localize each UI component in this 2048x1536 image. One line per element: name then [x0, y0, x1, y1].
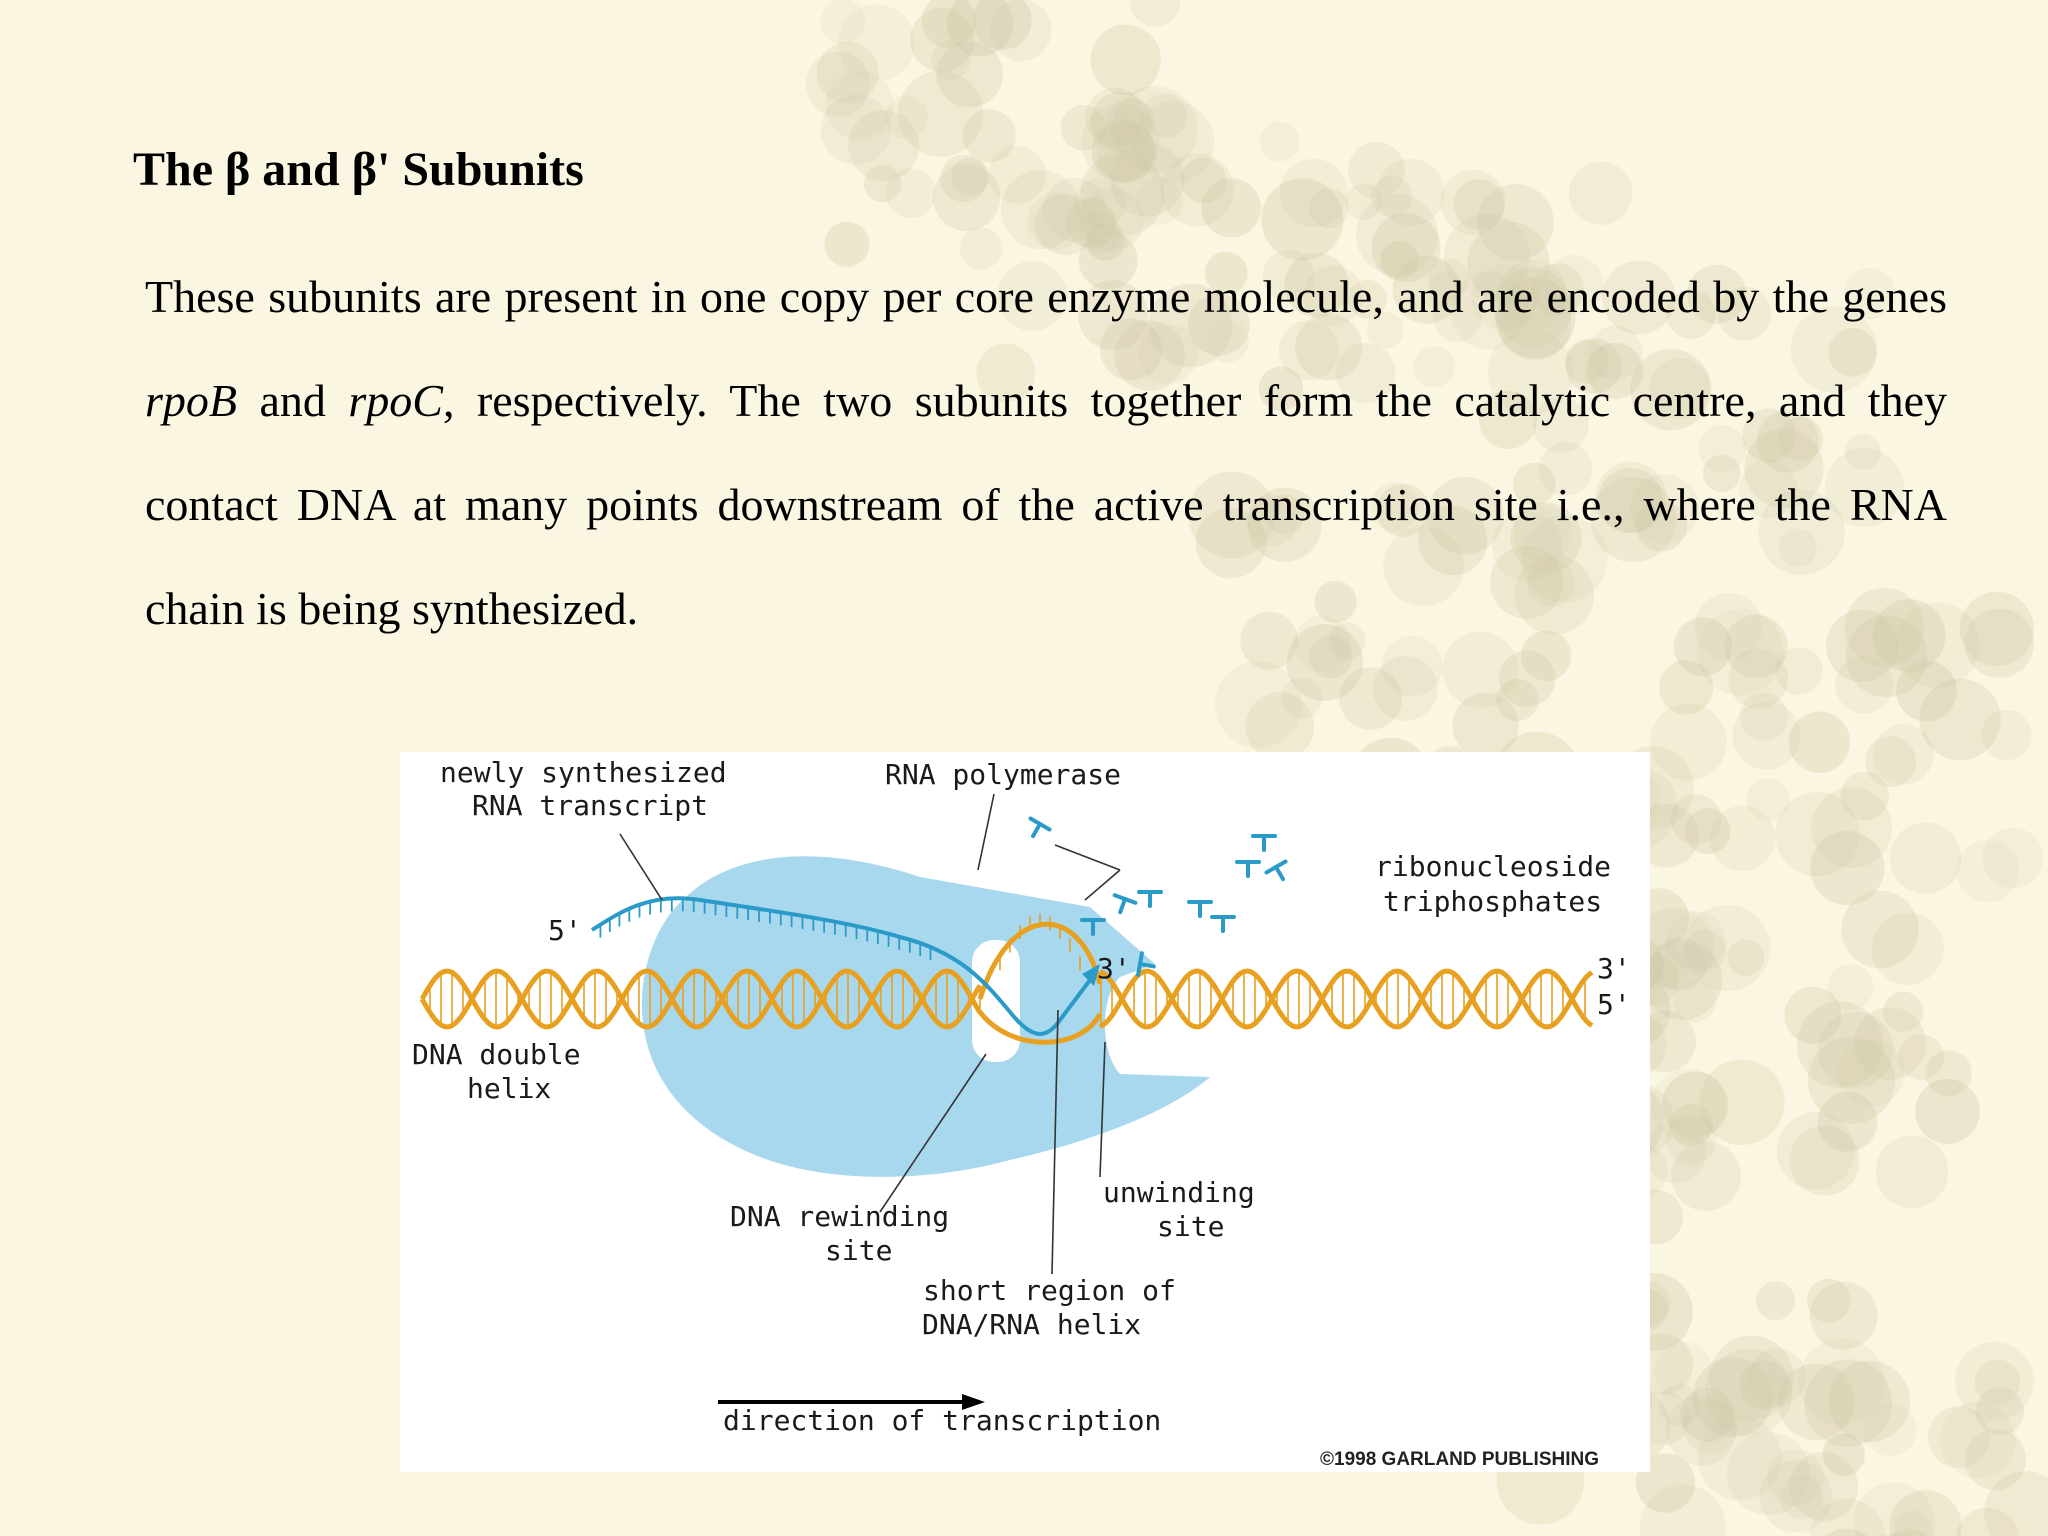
- background-bead: [1965, 1429, 2026, 1490]
- label-dna-rewinding: DNA rewinding: [730, 1200, 950, 1233]
- body-text-part-2: and: [237, 375, 349, 426]
- background-bead: [1075, 178, 1125, 228]
- background-bead: [1789, 712, 1850, 773]
- gene-rpoB: rpoB: [145, 375, 237, 426]
- background-bead: [1671, 1141, 1741, 1211]
- pointer-rna-polymerase: [978, 794, 994, 870]
- ntp-symbol: [1023, 819, 1049, 842]
- background-bead: [1309, 188, 1349, 228]
- ntp-symbol: [1266, 862, 1292, 885]
- slide-title: The β and β' Subunits: [133, 143, 584, 196]
- label-short-region: short region of: [923, 1274, 1176, 1307]
- gene-rpoC: rpoC: [348, 375, 443, 426]
- background-bead: [864, 165, 901, 202]
- background-bead: [1746, 778, 1789, 821]
- label-ribonucleoside: ribonucleoside: [1375, 850, 1612, 883]
- background-bead: [1876, 1136, 1949, 1209]
- background-bead: [1091, 25, 1161, 95]
- background-bead: [1655, 1342, 1713, 1400]
- background-bead: [1890, 822, 1961, 893]
- ntp-symbol: [1139, 892, 1161, 906]
- background-bead: [1790, 1126, 1860, 1196]
- background-bead: [1569, 162, 1632, 225]
- pointer-rna-transcript: [620, 834, 662, 900]
- diagram-canvas: [400, 752, 1650, 1472]
- ntp-symbol: [1212, 917, 1234, 931]
- background-bead: [1919, 679, 2000, 760]
- ntp-symbol: [1110, 895, 1135, 916]
- label-rna-transcript-line2: RNA transcript: [472, 789, 709, 822]
- background-bead: [1215, 661, 1302, 748]
- label-dna-rna-helix: DNA/RNA helix: [922, 1308, 1142, 1341]
- background-bead: [1339, 667, 1402, 730]
- background-bead: [1883, 992, 1923, 1032]
- background-bead: [963, 109, 1016, 162]
- background-bead: [1659, 660, 1713, 714]
- label-3prime-dna: 3': [1597, 952, 1631, 985]
- background-bead: [940, 155, 987, 202]
- label-rewinding-site: site: [825, 1234, 893, 1267]
- background-bead: [1348, 142, 1405, 199]
- background-bead: [838, 4, 915, 81]
- background-bead: [1965, 609, 2034, 678]
- body-text-part-3: , respectively. The two subunits together form the catalytic centre, and they contact DNA at many points downstream of the active transcription site i.e., where the RNA chain is being synthesized.: [145, 375, 1947, 634]
- background-bead: [1756, 1281, 1795, 1320]
- background-bead: [1841, 772, 1890, 821]
- ntp-symbol: [1237, 862, 1259, 876]
- label-rna-transcript-line1: newly synthesized: [440, 756, 727, 789]
- label-dna-double: DNA double: [412, 1038, 581, 1071]
- transcription-diagram: [400, 752, 1650, 1472]
- background-bead: [1778, 1363, 1855, 1440]
- background-bead: [1956, 840, 2019, 903]
- label-unwinding: unwinding: [1103, 1176, 1255, 1209]
- background-bead: [1828, 964, 1874, 1010]
- background-bead: [1698, 1417, 1782, 1501]
- label-copyright: ©1998 GARLAND PUBLISHING: [1320, 1449, 1599, 1470]
- label-helix: helix: [467, 1072, 552, 1105]
- ntp-symbol: [1253, 836, 1275, 850]
- background-bead: [1130, 0, 1180, 27]
- background-bead: [1651, 1069, 1726, 1144]
- label-5prime-rna: 5': [548, 914, 582, 947]
- body-paragraph: [145, 245, 1947, 661]
- label-unwinding-site: site: [1157, 1210, 1225, 1243]
- background-bead: [1260, 122, 1300, 162]
- background-bead: [1854, 1482, 1935, 1536]
- pointer-ribo-1: [1055, 845, 1120, 870]
- background-bead: [1081, 103, 1159, 181]
- body-text-part-1: These subunits are present in one copy per core enzyme molecule, and are encoded by the genes: [145, 271, 1947, 322]
- background-bead: [931, 40, 970, 79]
- label-5prime-dna: 5': [1597, 988, 1631, 1021]
- background-bead: [1684, 930, 1726, 972]
- label-3prime-rna: 3': [1097, 952, 1131, 985]
- label-rna-polymerase: RNA polymerase: [885, 758, 1122, 791]
- background-bead: [1808, 1037, 1895, 1124]
- background-bead: [1872, 913, 1944, 985]
- ntp-symbol: [1189, 902, 1211, 916]
- label-triphosphates: triphosphates: [1383, 885, 1603, 918]
- background-bead: [825, 71, 893, 139]
- background-bead: [1915, 1079, 1980, 1144]
- label-direction: direction of transcription: [723, 1404, 1162, 1437]
